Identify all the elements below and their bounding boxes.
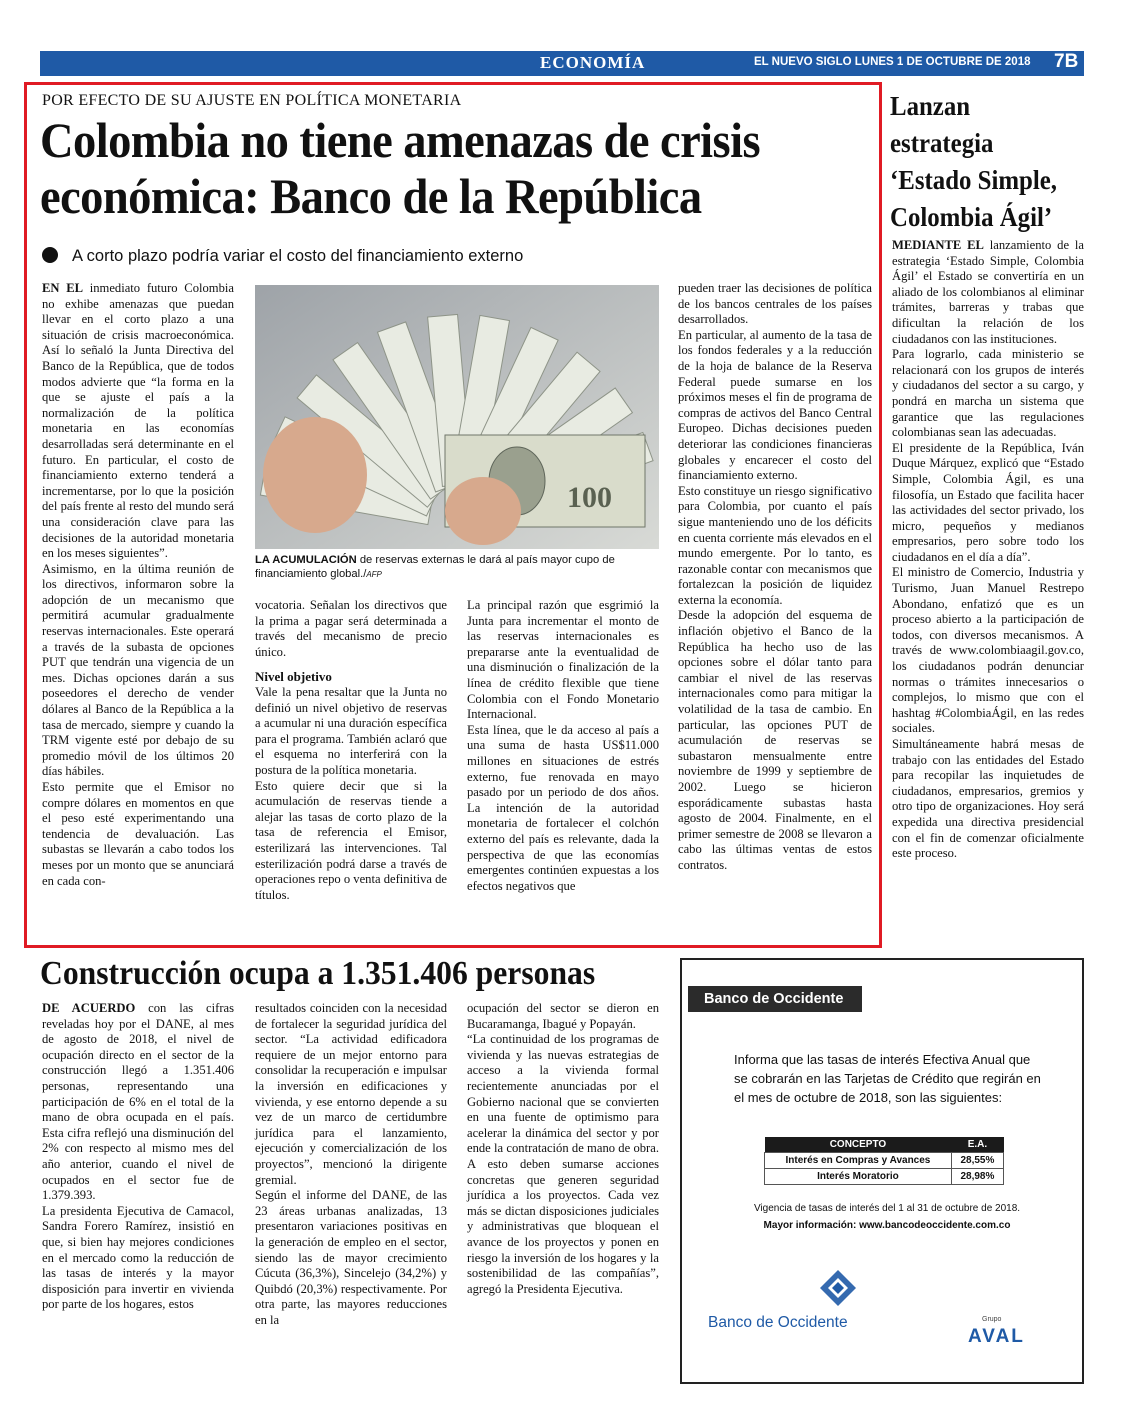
table-cell: Interés Moratorio — [765, 1169, 952, 1185]
article-subhead — [42, 247, 523, 266]
ad-tab-label: Banco de Occidente — [688, 986, 862, 1012]
ad-vigencia: Vigencia de tasas de interés del 1 al 31 de octubre de 2018. — [753, 1203, 1021, 1214]
section-header-bar — [40, 51, 1084, 76]
table-header-row — [765, 1137, 1004, 1153]
side-article-body — [892, 238, 1084, 862]
dateline: EL NUEVO SIGLO LUNES 1 DE OCTUBRE DE 2018 — [754, 56, 1031, 68]
table-header: CONCEPTO — [765, 1137, 952, 1153]
table-header: E.A. — [951, 1137, 1003, 1153]
section-name: ECONOMÍA — [540, 53, 646, 72]
bullet-icon — [42, 247, 58, 263]
table-row — [765, 1153, 1004, 1169]
column-text: vocatoria. Señalan los directivos que la prima a pagar será determinada a través del mecanismo de precio único. — [255, 598, 447, 659]
interest-rate-table — [764, 1137, 1004, 1185]
article-column-2 — [255, 598, 447, 660]
ad-bank-logo-text: Banco de Occidente — [708, 1314, 848, 1331]
column-lead: EN EL — [42, 281, 84, 295]
article-column-4 — [678, 281, 872, 874]
ad-info-link: Mayor información: www.bancodeoccidente.com.co — [763, 1220, 1011, 1231]
subhead-text: A corto plazo podría variar el costo del financiamiento externo — [72, 247, 524, 265]
second-article-column-3 — [467, 1001, 659, 1297]
ad-footnote — [722, 1200, 1052, 1234]
bank-logo-icon — [818, 1268, 858, 1308]
column-text: lanzamiento de la estrategia ‘Estado Simple, Colombia Ágil’ el Estado se convertiría en un aliado de los colombianos al eliminar trámites, barreras y trabas que dificultan la relación de los ciudadanos con las instituciones. Para lograrlo, cada ministerio se relacionará con los grupos de interés y ciudadanos del sector a su cargo, y pondrá en marcha un sistema que garantice que las regulaciones colombianas sean las adecuadas. El presidente de la República, Iván Duque Márquez, explicó que “Estado Simple, Colombia Ágil, es una filosofía, un Estado que facilita hacer las actividades del sector privado, los micro, pequeños y medianos empresarios, pero sobre todo los ciudadanos en el día a día”. El ministro de Comercio, Industria y Turismo, Juan Manuel Restrepo Abondano, enfatizó que es un proceso abierto a la participación de todos, con diversos mecanismos. A través de www.colombiaagil.gov.co, los ciudadanos podrán denunciar normas o trámites innecesarios o complejos, lo mismo que con el hashtag #ColombiaÁgil, en las redes sociales. Simultáneamente habrá mesas de trabajo con las entidades del Estado para recopilar las inquietudes de ciudadanos, empresarios, gremios y otro tipo de organizaciones. Hoy será expedida una directiva presidencial con el fin de comenzar oficialmente este proceso. — [892, 238, 1084, 861]
column-lead: MEDIANTE EL — [892, 238, 984, 252]
article-kicker: POR EFECTO DE SU AJUSTE EN POLÍTICA MONETARIA — [42, 92, 462, 109]
column-text: ocupación del sector se dieron en Bucaramanga, Ibagué y Popayán. “La continuidad de los programas de vivienda y las nuevas estrategias de acceso a la vivienda formal recientemente anunciadas por el Gobierno nacional que se convierten en una fuente de optimismo para acelerar la dinámica del sector y por ende la contratación de mano de obra. A esto deben sumarse acciones concretas que generen seguridad jurídica a los proyectos. Cada vez más se dictan disposiciones judiciales y administrativas que bloquean el avance de los proyectos y ponen en riesgo la inversión de los hogares y la sostenibilidad de las compañías”, agregó la Presidenta Ejecutiva. — [467, 1001, 659, 1296]
column-lead: DE ACUERDO — [42, 1001, 136, 1015]
side-article-headline: Lanzan estrategia ‘Estado Simple, Colombia Ágil’ — [890, 91, 1058, 232]
column-text: resultados coinciden con la necesidad de fortalecer la seguridad jurídica del sector. “La actividad edificadora requiere de un mejor entorno para consolidar la recuperación e impulsar la inversión en edificaciones y vivienda, y ese entorno depende a su vez de un marco de certidumbre jurídica para el lanzamiento, ejecución y comercialización de los proyectos”, mencionó la dirigente gremial. Según el informe del DANE, de las 23 áreas urbanas analizadas, 13 presentaron variaciones positivas en la generación de empleo en el sector, siendo las de mayor crecimiento Cúcuta (36,3%), Sincelejo (34,2%) y Quibdó (20,3%) respectivamente. Por otra parte, las mayores reducciones en la — [255, 1001, 447, 1327]
second-article-column-2 — [255, 1001, 447, 1328]
bank-advertisement — [680, 958, 1084, 1384]
article-photo — [255, 285, 659, 549]
second-article-headline: Construcción ocupa a 1.351.406 personas — [40, 955, 596, 992]
group-name: AVAL — [968, 1326, 1025, 1347]
article-column-3 — [467, 598, 659, 894]
article-headline: Colombia no tiene amenazas de crisis económica: Banco de la República — [40, 112, 760, 224]
table-cell: 28,55% — [951, 1153, 1003, 1169]
article-column-1 — [42, 281, 234, 889]
group-label: Grupo — [982, 1316, 1002, 1323]
column-text: con las cifras reveladas hoy por el DANE, al mes de agosto de 2018, el nivel de ocupación directo en el sector de la construcción llegó a 1.351.406 personas, representando una participación de 6% en el total de la mano de obra ocupada en el país. Esta cifra reflejó una disminución del 2% con respecto al mismo mes del año anterior, cuando el nivel de ocupados en el sector fue de 1.379.393. La presidenta Ejecutiva de Camacol, Sandra Forero Ramírez, insistió en que, si bien hay mejores condiciones en el mercado como la reducción de las tasas de interés y la mayor disposición para invertir en vivienda por parte de los hogares, estos — [42, 1001, 234, 1312]
table-row — [765, 1169, 1004, 1185]
table-cell: Interés en Compras y Avances — [765, 1153, 952, 1169]
caption-lead: LA ACUMULACIÓN — [255, 554, 357, 566]
photo-caption — [255, 553, 665, 582]
page-number: 7B — [1054, 51, 1079, 72]
column-text: Vale la pena resaltar que la Junta no definió un nivel objetivo de reservas a acumular ni una duración específica para el programa. También aclaró que el esquema no interferirá con la postura de la política monetaria. Esto quiere decir que si la acumulación de reservas tiende a alejar las tasas de corto plazo de la tasa de referencia el Emisor, esterilizará las intervenciones. Tal esterilización podrá darse a través de operaciones repo o venta definitiva de títulos. — [255, 685, 447, 902]
column-subtitle: Nivel objetivo — [255, 669, 332, 684]
svg-text:100: 100 — [567, 481, 612, 514]
column-text: pueden traer las decisiones de política de los bancos centrales de los países desarrollados. En particular, al aumento de la tasa de los fondos federales y a la reducción de la hoja de balance de la Reserva Federal puede sumarse en los próximos meses el fin de programa de compras de activos del Banco Central Europeo. Dichas decisiones pueden deteriorar las condiciones financieras globales y encarecer el costo del financiamiento externo. Esto constituye un riesgo significativo para Colombia, por cuanto el país sigue manteniendo uno de los déficits en cuenta corriente más elevados en el mundo emergente. Por lo tanto, es razonable contar con mecanismos que fortalezcan la posición de liquidez externa la economía. Desde la adopción del esquema de inflación objetivo el Banco de la República ha hecho uso de las opciones sobre el dólar tanto para cambiar el nivel de las reservas internacionales como para mitigar la volatilidad de la tasa de cambio. En particular, las opciones PUT de acumulación de reservas se subastaron mensualmente entre noviembre de 1999 y septiembre de 2002. Luego se hicieron esporádicamente subastas hasta agosto de 2004. Finalmente, en el primer semestre de 2008 se llevaron a cabo las últimas ventas de estos contratos. — [678, 281, 872, 872]
photo-credit: AFP — [366, 570, 382, 579]
ad-group-logo — [968, 1316, 1025, 1348]
caption-text: de reservas externas le dará al país mayor cupo de financiamiento global./ — [255, 554, 615, 580]
ad-body-text: Informa que las tasas de interés Efectiva Anual que se cobrarán en las Tarjetas de Crédito que regirán en el mes de octubre de 2018, son las siguientes: — [734, 1052, 1041, 1105]
article-column-2b — [255, 685, 447, 903]
second-article-column-1 — [42, 1001, 234, 1313]
dollar-fan-illustration — [255, 285, 659, 549]
column-text: inmediato futuro Colombia no exhibe amenazas que puedan llevar en el corto plazo a una situación de crisis macroeconómica. Así lo señaló la Junta Directiva del Banco de la República, que de todos modos advierte que “la forma en la que se ajuste el país a la normalización de la política monetaria en las economías desarrolladas será determinante en el futuro. En particular, el costo de financiamiento externo tenderá a incrementarse, por lo que la posición del país frente al resto del mundo será una consideración clave para las decisiones de la autoridad monetaria en los meses siguientes”. Asimismo, en la última reunión de los directivos, informaron sobre la adopción de un mecanismo que permitirá acumular gradualmente reservas internacionales. Este operará a través de la subasta de opciones PUT que tendrán una vigencia de un mes. Dichas opciones darán a sus poseedores el derecho de vender dólares al Banco de la República a la tasa de mercado, siempre y cuando la TRM vigente esté por debajo de su promedio móvil de los últimos 20 días hábiles. Esto permite que el Emisor no compre dólares en momentos en que el peso esté experimentando una tendencia de devaluación. Las subastas se llevarán a cabo todos los meses por un monto que se anunciará en cada con- — [42, 281, 234, 888]
table-cell: 28,98% — [951, 1169, 1003, 1185]
column-text: La principal razón que esgrimió la Junta para incrementar el monto de las reservas internacionales es prepararse ante la eventualidad de una disminución o finalización de la línea de crédito flexible que tiene Colombia con el Fondo Monetario Internacional. Esta línea, que le da acceso al país a una suma de hasta US$11.000 millones en situaciones de estrés externo, fue renovada en mayo pasado por un periodo de dos años. La intención de la autoridad monetaria de fortalecer el colchón externo del país es relevante, dada la perspectiva de que las economías emergentes continúen expuestas a los efectos negativos que — [467, 598, 659, 893]
